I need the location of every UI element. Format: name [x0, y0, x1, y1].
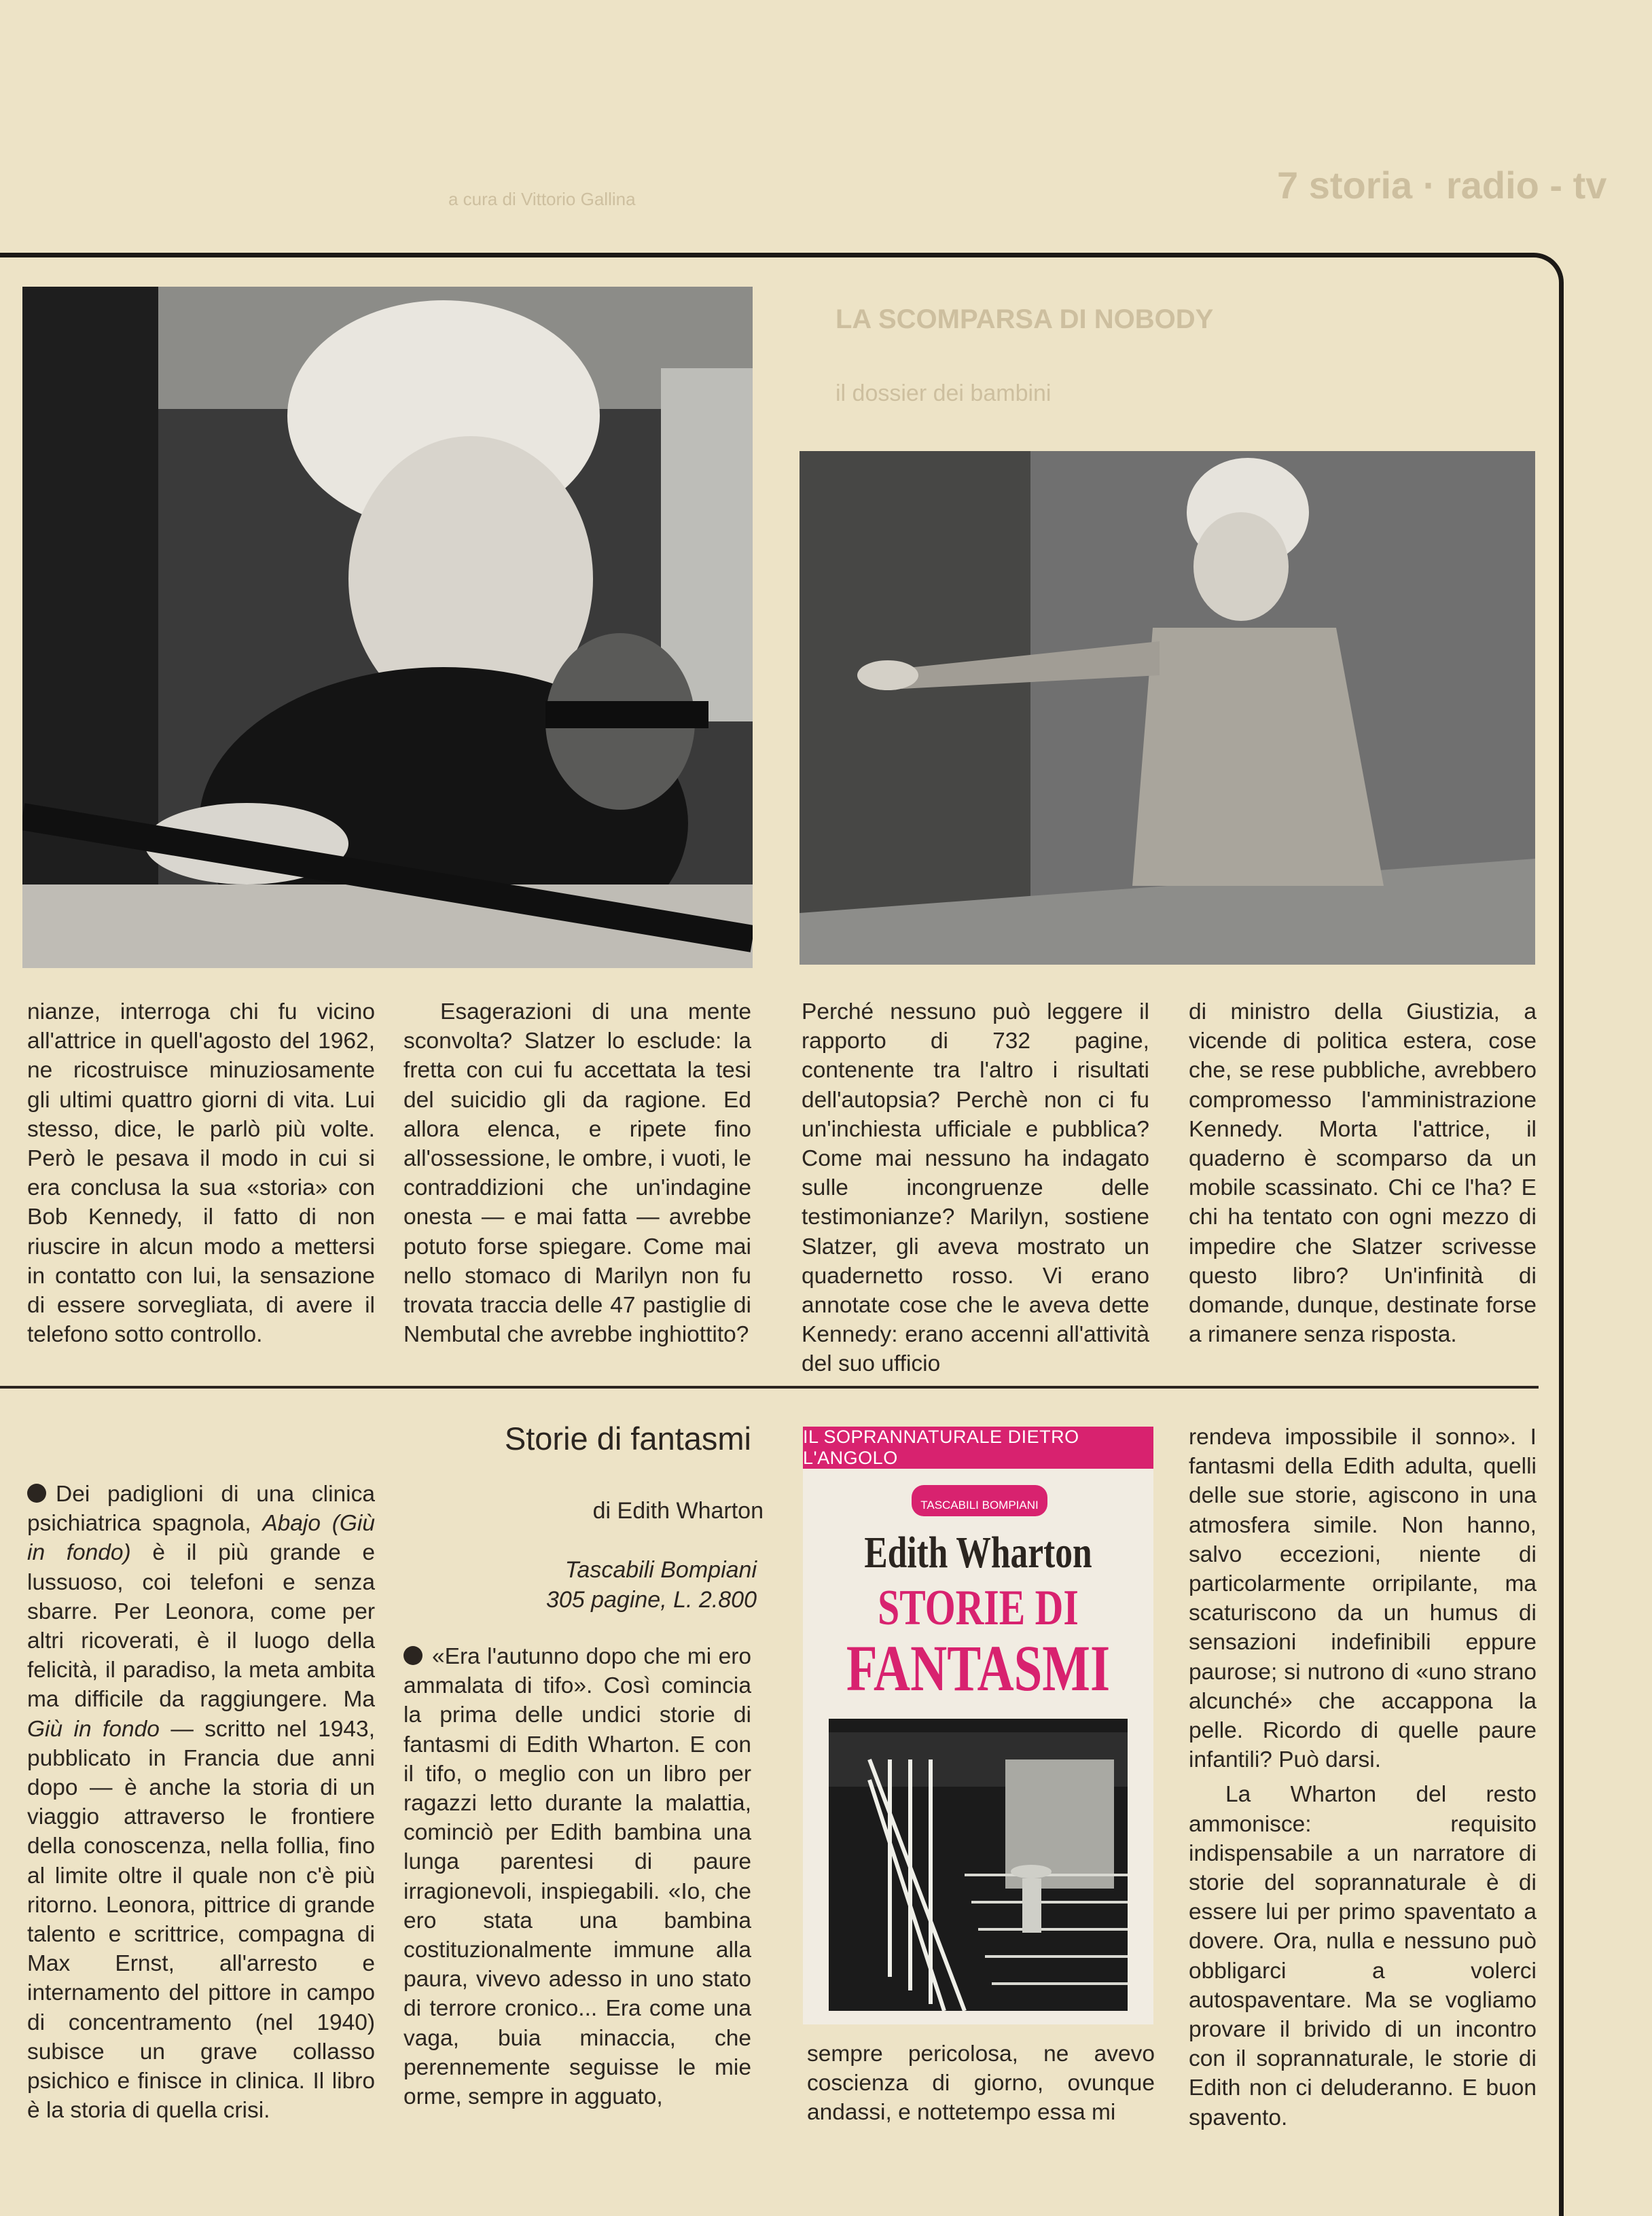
cover-author: Edith Wharton [864, 1528, 1092, 1577]
review-col-4-p1: rendeva impossibile il sonno». I fantasmi della Edith adulta, quelli delle sue storie, agiscono in una atmosfera simile. Non hanno, salvo eccezioni, niente di particolarmente orripilante, ma scaturiscono da un humus di sensazioni indefinibili eppure paurose; si nutrono di «uno strano alcunché» che accappona la pelle. Ricordo di quelle paure infantili? Può darsi. [1189, 1425, 1537, 1773]
review-col-4 [1189, 1423, 1537, 2132]
review-details: 305 pagine, L. 2.800 [545, 1587, 757, 1613]
ghost-headline: LA SCOMPARSA DI NOBODY [836, 304, 1214, 334]
cover-title-line1: STORIE DI [878, 1580, 1079, 1636]
article-col-3-text: Perché nessuno può leggere il rapporto di 732 pagine, contenente tra l'altro i risultati dell'autopsia? Perchè non ci fu un'inchiesta ufficiale e pubblica? Come mai nessuno ha indagato sulle incongruenze delle testimonianze? Marilyn, sostiene Slatzer, gli aveva mostrato un quadernetto rosso. Vi erano annotate cose che le aveva dette Kennedy: erano accenni all'attività del suo ufficio [802, 999, 1149, 1377]
cover-series-badge [912, 1485, 1047, 1516]
article-col-4 [1189, 997, 1537, 1349]
ghost-line: il dossier dei bambini [836, 380, 1052, 406]
bullet-icon [27, 1484, 46, 1503]
section-divider [0, 1386, 1539, 1389]
article-col-3 [802, 997, 1149, 1379]
review-title: Storie di fantasmi [504, 1420, 751, 1457]
ghost-subtitle: a cura di Vittorio Gallina [448, 189, 636, 209]
article-col-4-text: di ministro della Giustizia, a vicende di politica estera, cose che, se rese pubbliche, avrebbero compromesso l'amministrazione Kennedy. Morta l'attrice, il quaderno è scomparso da un mobile scassinato. Chi ce l'ha? E chi ha tentato con ogni mezzo di impedire che Slatzer scrivesse questo libro? Un'infinità di domande, dunque, destinate forse a rimanere senza risposta. [1189, 999, 1537, 1348]
article-col-2-text: Esagerazioni di una mente sconvolta? Slatzer lo esclude: la fretta con cui fu accettata la tesi del suicidio gli da ragione. Ed allora elenca, e ripete fino all'ossessione, le ombre, i vuoti, le contraddizioni che un'indagine onesta — e mai fatta — avrebbe potuto forse spiegare. Come mai nello stomaco di Marilyn non fu trovata traccia delle 47 pastiglie di Nembutal che avrebbe inghiottito? [403, 999, 751, 1348]
article-col-1-text: nianze, interroga chi fu vicino all'attrice in quell'agosto del 1962, ne ricostruisce minuziosamente gli ultimi quattro giorni di vita. Lui stesso, dice, le parlò più volte. Però le pesava il modo in cui si era conclusa la sua «storia» con Bob Kennedy, il fatto di non riuscire in alcun modo a mettersi in contatto con lui, la sensazione di essere sorvegliata, di avere il telefono sotto controllo. [27, 999, 375, 1348]
cover-banner: IL SOPRANNATURALE DIETRO L'ANGOLO [803, 1427, 1153, 1469]
bullet-icon [403, 1646, 423, 1665]
review-author: di Edith Wharton [592, 1498, 764, 1524]
review-col-4-p2: La Wharton del resto ammonisce: requisito indispensabile a un narratore di storie del soprannaturale è di essere lui per primo spaventato a dovere. Ora, nulla e nessuno può obbligarci a volerci autospaventare. Ma se vogliamo provare il brivido di un incontro con il soprannaturale, le storie di Edith non ci deluderanno. E buon spavento. [1189, 1782, 1537, 2130]
review-cover-caption-text: sempre pericolosa, ne avevo coscienza di giorno, ovunque andassi, e nottetempo essa mi [807, 2041, 1155, 2126]
review-col-2 [403, 1642, 751, 2111]
review-col-2-text: «Era l'autunno dopo che mi ero ammalata di tifo». Così comincia la prima delle undici storie di fantasmi di Edith Wharton. E con il tifo, o meglio con un libro per ragazzi letto durante la malattia, cominciò per Edith bambina una lunga parentesi di paure irragionevoli, inspiegabili. «Io, che ero stata una bambina costituzionalmente immune alla paura, vivevo adesso in uno stato di terrore cronico... Era come una vaga, buia minaccia, che perennemente seguisse le mie orme, sempre in agguato, [403, 1644, 751, 2110]
ghost-section-title: 7 storia · radio - tv [1277, 164, 1607, 207]
article-col-1 [27, 997, 375, 1349]
review-left-col [27, 1480, 375, 2125]
review-cover-caption [807, 2039, 1155, 2128]
article-col-2 [403, 997, 751, 1349]
photo-right [800, 451, 1535, 965]
cover-illustration [829, 1719, 1128, 2011]
cover-title-line2: FANTASMI [846, 1632, 1111, 1704]
cover-series: TASCABILI BOMPIANI [920, 1499, 1039, 1512]
book-cover [803, 1427, 1153, 2024]
photo-left [22, 287, 753, 968]
review-publisher: Tascabili Bompiani [564, 1557, 757, 1583]
review-left-text: Dei padiglioni di una clinica psichiatrica spagnola, Abajo (Giù in fondo) è il più grande e lussuoso, coi telefoni e senza sbarre. Per Leonora, come per altri ricoverati, è il luogo della felicità, il paradiso, la meta ambita ma difficile da raggiungere. Ma Giù in fondo — scritto nel 1943, pubblicato in Francia due anni dopo — è anche la storia di un viaggio attraverso le frontiere della conoscenza, nella follia, fino al limite oltre il quale non c'è più ritorno. Leonora, pittrice di grande talento e scrittrice, compagna di Max Ernst, all'arresto e internamento del pittore in campo di concentramento (nel 1940) subisce un grave collasso psichico e finisce in clinica. Il libro è la storia di quella crisi. [27, 1482, 376, 2124]
